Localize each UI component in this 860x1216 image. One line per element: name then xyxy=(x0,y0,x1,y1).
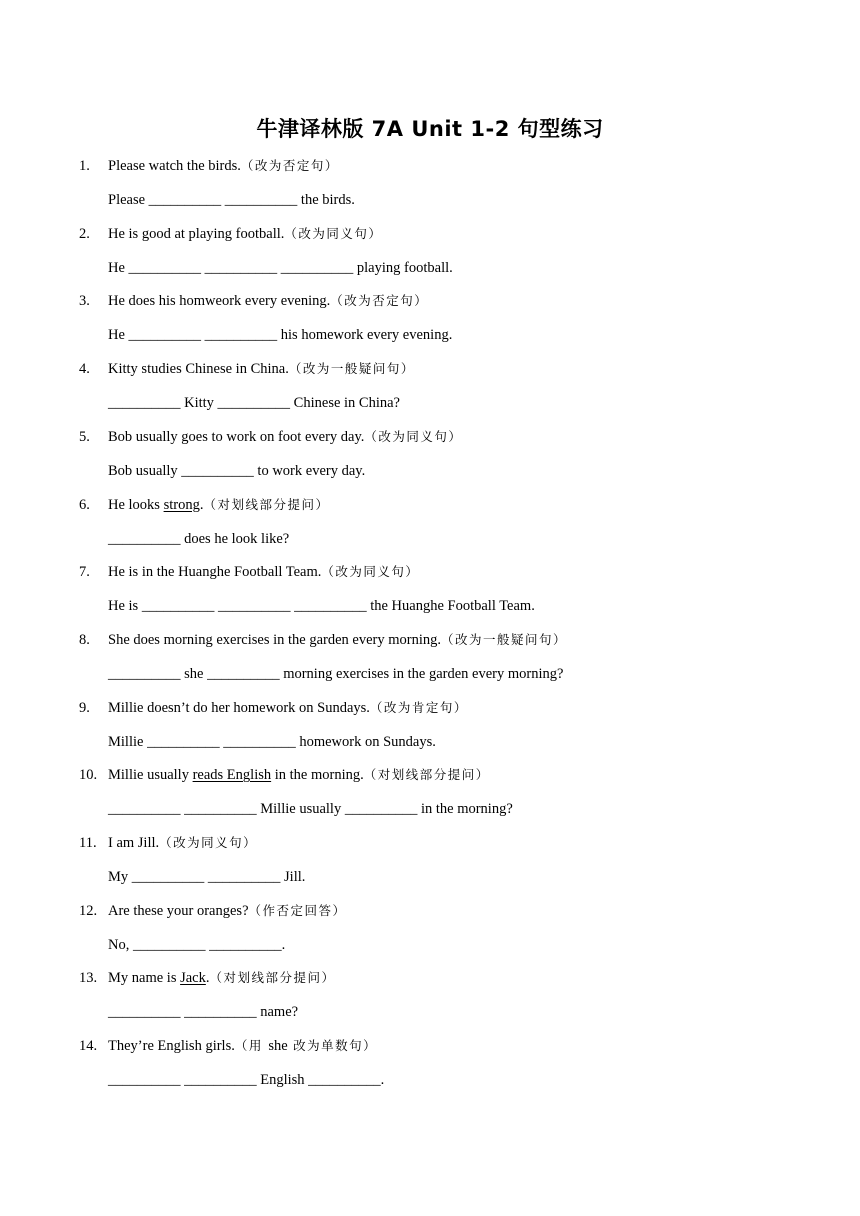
question-text xyxy=(108,292,428,310)
instruction-note: （对划线部分提问） xyxy=(203,496,330,512)
question-sentence: Please watch the birds. xyxy=(108,158,241,174)
question-text xyxy=(108,496,329,514)
answer-line[interactable]: __________ she __________ morning exercises in the garden every morning? xyxy=(108,665,564,682)
item-number: 5. xyxy=(79,428,90,445)
item-number: 13. xyxy=(79,970,98,987)
answer-line[interactable]: __________ __________ name? xyxy=(108,1004,299,1021)
item-number: 12. xyxy=(79,902,98,919)
instruction-note: （改为同义句） xyxy=(321,564,420,580)
instruction-note: （改为否定句） xyxy=(240,158,339,173)
item-number: 8. xyxy=(79,631,90,648)
worksheet-title: 牛津译林版 7A Unit 1-2 句型练习 xyxy=(256,117,604,141)
question-text xyxy=(108,631,567,649)
question-text xyxy=(108,1037,377,1055)
answer-line[interactable]: __________ __________ Millie usually __________ in the morning? xyxy=(108,801,513,818)
instruction-note: （改为肯定句） xyxy=(369,699,468,715)
question-sentence: I am Jill. xyxy=(108,835,160,851)
question-sentence-start: He looks xyxy=(108,496,164,513)
instruction-note: （改为否定句） xyxy=(330,293,429,309)
question-text xyxy=(108,902,347,920)
instruction-note-end: 改为单数句） xyxy=(287,1038,378,1054)
instruction-note: （改为同义句） xyxy=(284,225,383,241)
instruction-note: （改为一般疑问句） xyxy=(441,631,568,647)
question-sentence: Millie doesn’t do her homework on Sundays. xyxy=(108,699,370,716)
question-text xyxy=(108,699,468,717)
question-sentence: He is good at playing football. xyxy=(108,225,285,242)
question-sentence: He does his homweork every evening. xyxy=(108,293,331,310)
item-number: 11. xyxy=(79,835,97,851)
instruction-note: （改为一般疑问句） xyxy=(288,361,415,377)
question-sentence-end: . xyxy=(199,496,204,513)
item-number: 9. xyxy=(79,699,90,716)
question-text xyxy=(108,360,415,378)
answer-line[interactable]: __________ does he look like? xyxy=(108,530,290,547)
underlined-part: strong xyxy=(163,496,200,513)
question-text xyxy=(108,563,419,581)
answer-line[interactable]: Bob usually __________ to work every day. xyxy=(108,462,366,479)
answer-line[interactable]: __________ __________ English __________. xyxy=(108,1072,385,1089)
underlined-part: reads English xyxy=(192,767,272,784)
item-number: 6. xyxy=(79,496,90,513)
answer-line[interactable]: Please __________ __________ the birds. xyxy=(108,192,355,208)
instruction-note-start: （用 xyxy=(234,1038,269,1054)
instruction-note: （作否定回答） xyxy=(248,902,347,918)
item-number: 10. xyxy=(79,767,98,784)
question-sentence: Are these your oranges? xyxy=(108,902,249,919)
answer-line[interactable]: He __________ __________ his homework every evening. xyxy=(108,327,453,344)
instruction-note: （对划线部分提问） xyxy=(209,970,336,986)
answer-line[interactable]: __________ Kitty __________ Chinese in China? xyxy=(108,395,400,412)
item-number: 3. xyxy=(79,293,90,310)
question-text xyxy=(108,157,339,175)
item-number: 14. xyxy=(79,1038,98,1055)
question-text xyxy=(108,834,257,852)
question-text xyxy=(108,766,490,784)
item-number: 4. xyxy=(79,361,90,378)
question-text xyxy=(108,969,336,987)
answer-line[interactable]: He __________ __________ __________ playing football. xyxy=(108,259,453,276)
answer-line[interactable]: He is __________ __________ __________ the Huanghe Football Team. xyxy=(108,598,535,615)
question-text xyxy=(108,428,462,446)
item-number: 2. xyxy=(79,225,90,242)
answer-line[interactable]: No, __________ __________. xyxy=(108,936,286,953)
instruction-note: （改为同义句） xyxy=(364,428,463,444)
question-sentence-start: Millie usually xyxy=(108,767,193,784)
question-sentence: Bob usually goes to work on foot every day. xyxy=(108,428,365,445)
question-sentence-end: in the morning. xyxy=(271,767,364,784)
instruction-note-keyword: she xyxy=(268,1038,288,1055)
question-sentence: He is in the Huanghe Football Team. xyxy=(108,564,322,581)
question-sentence-end: . xyxy=(205,970,210,987)
item-number: 1. xyxy=(79,158,90,174)
question-text xyxy=(108,225,382,243)
item-number: 7. xyxy=(79,564,90,581)
question-sentence: They’re English girls. xyxy=(108,1038,235,1055)
question-sentence: She does morning exercises in the garden every morning. xyxy=(108,631,442,648)
underlined-part: Jack xyxy=(180,970,206,987)
instruction-note: （对划线部分提问） xyxy=(363,767,490,783)
question-sentence: Kitty studies Chinese in China. xyxy=(108,361,289,378)
answer-line[interactable]: Millie __________ __________ homework on Sundays. xyxy=(108,733,436,750)
question-sentence-start: My name is xyxy=(108,970,181,987)
answer-line[interactable]: My __________ __________ Jill. xyxy=(108,869,306,885)
instruction-note: （改为同义句） xyxy=(159,835,258,850)
